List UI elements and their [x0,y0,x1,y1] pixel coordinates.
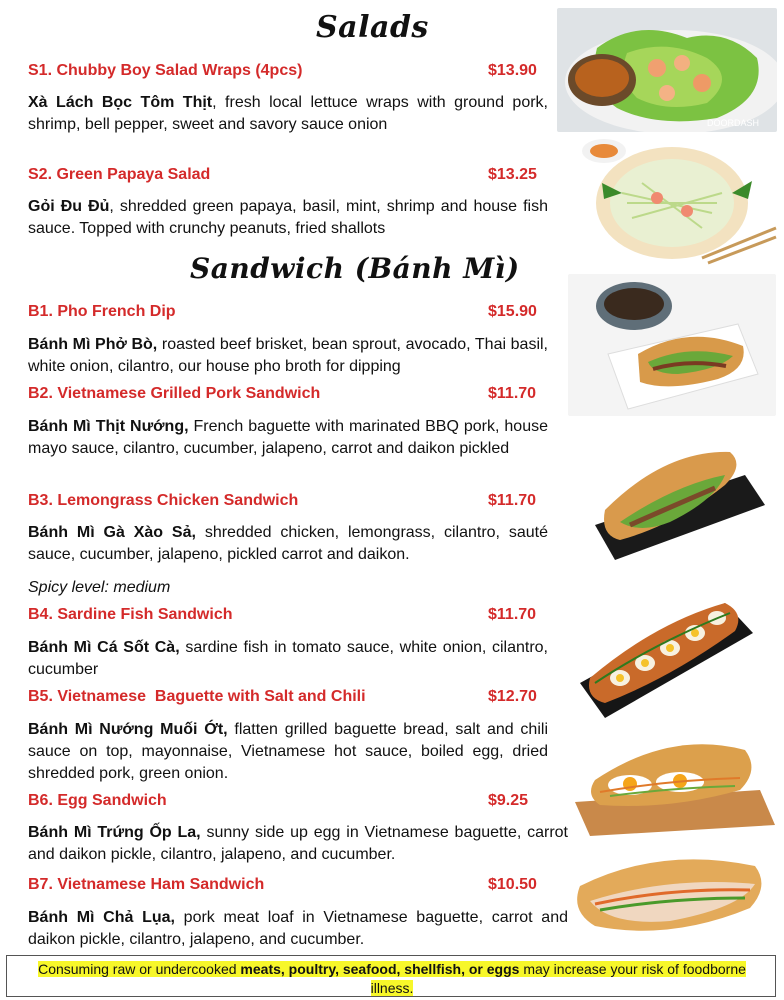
warning-post: may increase your risk of foodborne illness. [370,961,746,996]
item-name: S2. Green Papaya Salad [28,166,211,183]
item-desc-text: roasted beef brisket, bean sprout, avocado, Thai basil, white onion, cilantro, our house pho broth for dipping [28,336,549,375]
item-name: B2. Vietnamese Grilled Pork Sandwich [28,385,321,402]
salads-heading: Salads [316,10,429,45]
item-name: B3. Lemongrass Chicken Sandwich [28,492,299,509]
warning-pre: Consuming raw or undercooked [38,961,241,977]
item-desc-text: French baguette with marinated BBQ pork, house mayo sauce, cilantro, cucumber, jalapeno, carrot and daikon pickled [28,418,548,457]
item-desc-text: , fresh local lettuce wraps with ground pork, shrimp, bell pepper, sweet and savory sauce onion [28,94,549,133]
item-price: $15.90 [488,303,537,320]
warning-bold: meats, poultry, seafood, shellfish, or eggs [240,961,520,977]
item-description [28,719,548,785]
item-viet-name: Xà Lách Bọc Tôm Thịt [28,94,213,111]
item-viet-name: Gỏi Đu Đủ [28,198,110,215]
papaya-salad-photo [562,133,778,265]
item-price: $11.70 [488,385,537,402]
ham-sandwich-photo [570,846,776,944]
item-desc-text: flatten grilled baguette bread, salt and chili sauce on top, mayonnaise, Vietnamese hot sauce, boiled egg, dried shredded pork, green onion. [28,721,548,782]
item-viet-name: Bánh Mì Nướng Muối Ớt, [28,721,228,738]
item-desc-text: shredded chicken, lemongrass, cilantro, sauté sauce, cucumber, jalapeno, pickled carrot and daikon. [28,524,549,563]
item-price: $10.50 [488,876,537,893]
item-description [28,334,548,378]
item-description [28,416,548,460]
item-name: B1. Pho French Dip [28,303,176,320]
item-price: $11.70 [488,606,537,623]
item-desc-text: sunny side up egg in Vietnamese baguette, carrot and daikon pickle, cilantro, jalapeno, and cucumber. [28,824,569,863]
item-name: B5. Vietnamese Baguette with Salt and Chili [28,688,366,705]
item-viet-name: Bánh Mì Gà Xào Sả, [28,524,196,541]
item-viet-name: Bánh Mì Trứng Ốp La, [28,824,201,841]
item-viet-name: Bánh Mì Chả Lụa, [28,909,175,926]
item-name: B4. Sardine Fish Sandwich [28,606,233,623]
item-name: B7. Vietnamese Ham Sandwich [28,876,265,893]
item-price: $13.90 [488,62,537,79]
spicy-level-note: Spicy level: medium [28,579,171,596]
item-viet-name: Bánh Mì Cá Sốt Cà, [28,639,180,656]
doordash-watermark: DOORDASH [707,118,760,128]
food-safety-warning [6,955,776,997]
item-description [28,92,548,136]
grilled-pork-sandwich-photo [575,430,767,568]
item-price: $12.70 [488,688,537,705]
item-price: $13.25 [488,166,537,183]
item-viet-name: Bánh Mì Phở Bò, [28,336,158,353]
item-desc-text: , shredded green papaya, basil, mint, shrimp and house fish sauce. Topped with crunchy peanuts, fried shallots [28,198,548,237]
sandwich-heading: Sandwich (Bánh Mì) [190,252,520,285]
item-desc-text: pork meat loaf in Vietnamese baguette, carrot and daikon pickle, cilantro, jalapeno, and cucumber. [28,909,569,948]
item-description [28,637,548,681]
pho-french-dip-photo [568,274,776,416]
item-price: $11.70 [488,492,537,509]
item-description [28,907,568,951]
item-viet-name: Bánh Mì Thịt Nướng, [28,418,189,435]
egg-sandwich-photo [570,730,776,836]
salt-chili-baguette-photo [575,583,753,721]
item-desc-text: sardine fish in tomato sauce, white onion, cilantro, cucumber [28,639,548,678]
item-price: $9.25 [488,792,529,809]
warning-text [37,960,747,998]
item-description [28,196,548,240]
item-name: B6. Egg Sandwich [28,792,167,809]
salad-wraps-photo [557,8,777,132]
item-name: S1. Chubby Boy Salad Wraps (4pcs) [28,62,303,79]
item-description [28,522,548,566]
item-description [28,822,568,866]
